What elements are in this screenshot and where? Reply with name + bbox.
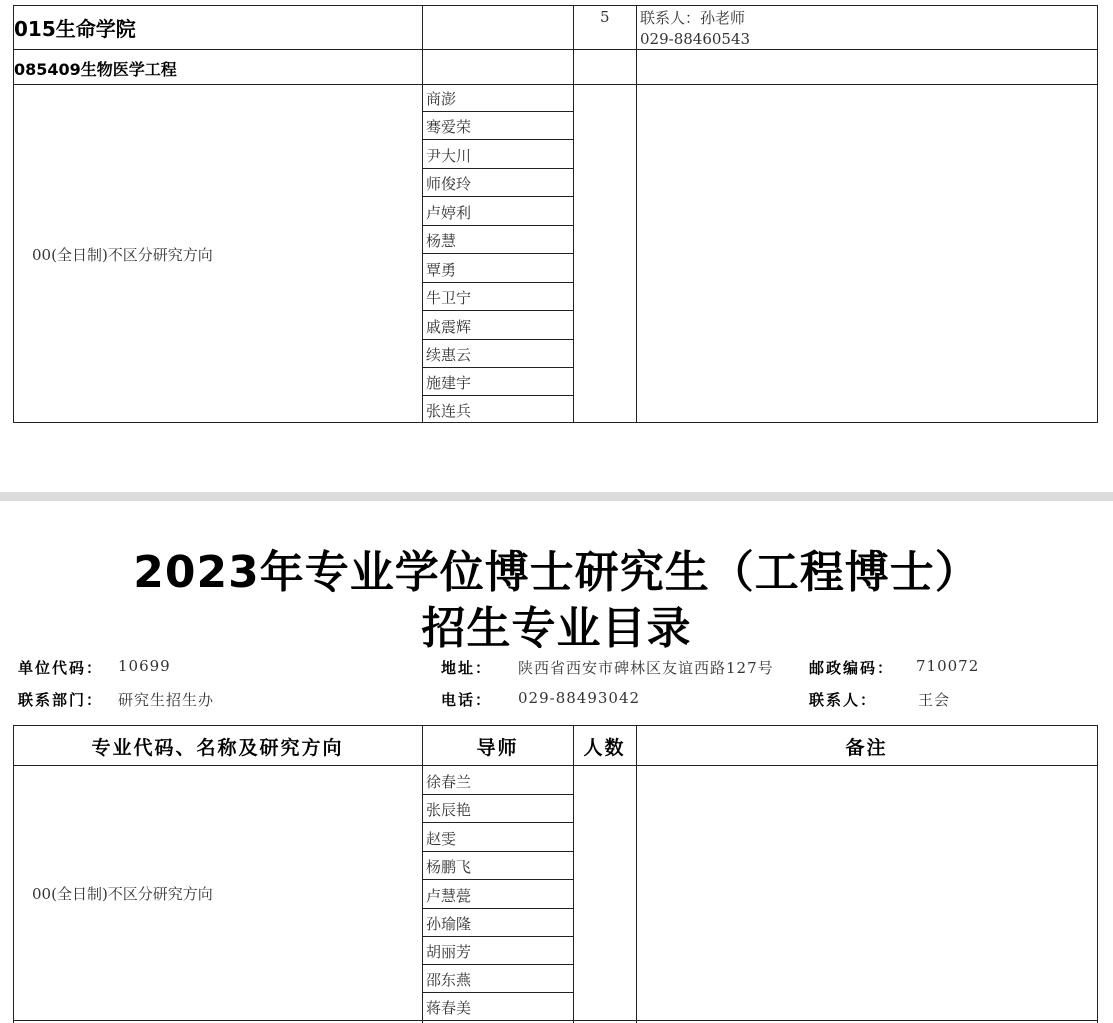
postcode-label: 邮政编码： [809,659,895,677]
contact-value: 王会 [918,691,951,709]
tutor-name: 杨鹏飞 [426,858,472,876]
tutor-name: 师俊玲 [426,175,472,193]
header-quota: 人数 [583,737,626,759]
catalog-title: 2023年专业学位博士研究生（工程博士） [133,547,980,598]
research-direction: 00(全日制)不区分研究方向 [32,885,213,903]
tutor-name: 骞爱荣 [426,118,472,136]
header-major: 专业代码、名称及研究方向 [91,737,344,759]
catalog-subtitle: 招生专业目录 [421,603,692,654]
tutor-name: 卢婷利 [426,204,472,222]
tutor-name: 卢慧甍 [426,887,472,905]
tutor-name: 邵东燕 [426,971,472,989]
tutor-name: 覃勇 [426,261,457,279]
dept-value: 研究生招生办 [118,691,215,709]
address-value: 陕西省西安市碑林区友谊西路127号 [518,659,774,677]
tutor-name: 张辰艳 [426,801,472,819]
tutor-name: 尹大川 [426,147,472,165]
page-separator [0,492,1113,501]
tutor-name: 孙瑜隆 [426,915,472,933]
tutor-name: 杨慧 [426,232,457,250]
dept-label: 联系部门： [18,691,104,709]
tutor-name: 牛卫宁 [426,289,472,307]
address-label: 地址： [441,659,493,677]
postcode-value: 710072 [916,657,980,675]
major-name: 085409生物医学工程 [14,60,177,79]
contact-phone: 029-88460543 [640,30,751,48]
research-direction: 00(全日制)不区分研究方向 [32,246,213,264]
college-name: 015生命学院 [14,17,136,41]
header-remarks: 备注 [845,737,888,759]
tutor-name: 续惠云 [426,346,472,364]
tutor-name: 徐春兰 [426,773,472,791]
header-tutor: 导师 [476,737,519,759]
contact-label: 联系人： [809,691,878,709]
tutor-name: 戚震辉 [426,318,472,336]
tutor-name: 蒋春美 [426,999,472,1017]
tutor-name: 施建宇 [426,374,472,392]
quota-value: 5 [600,8,610,26]
tutor-name: 商澎 [426,90,457,108]
phone-label: 电话： [441,691,493,709]
tutor-name: 赵雯 [426,830,457,848]
unit-code-value: 10699 [118,657,171,675]
contact-person: 联系人：孙老师 [640,9,746,27]
phone-value: 029-88493042 [518,689,641,707]
tutor-name: 胡丽芳 [426,943,472,961]
unit-code-label: 单位代码： [18,659,104,677]
tutor-name: 张连兵 [426,402,472,420]
